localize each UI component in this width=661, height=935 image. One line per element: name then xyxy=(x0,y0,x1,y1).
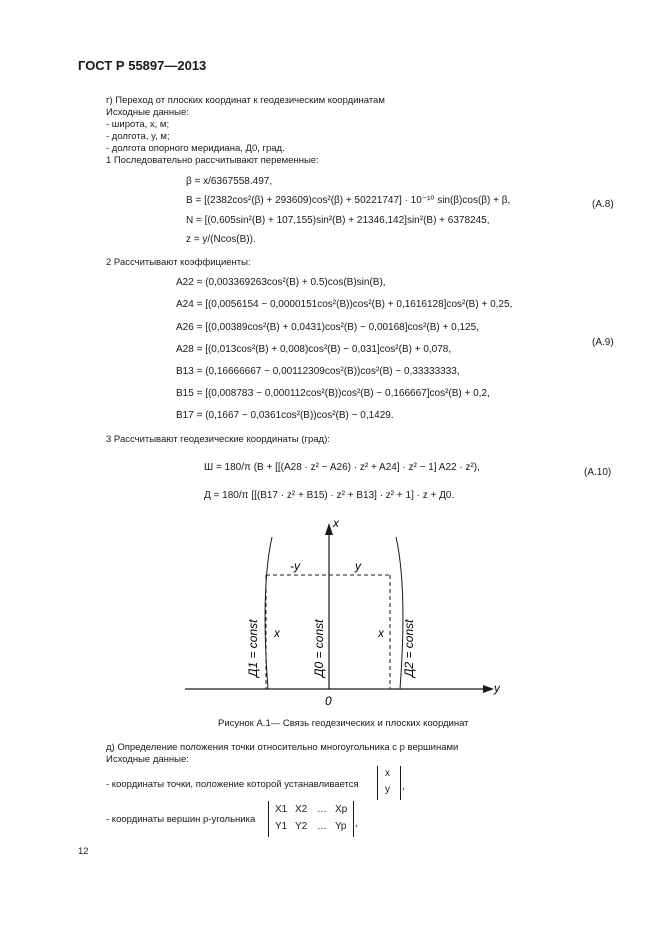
meridian-d1-label: Д1 = const xyxy=(246,619,260,677)
pos-y-label: y xyxy=(355,559,361,573)
neg-y-label: -y xyxy=(290,559,300,573)
eq-a28: A28 = [(0,013cos²(B) + 0,008)cos²(B) − 0,031]cos²(B) + 0,078, xyxy=(176,344,452,355)
meridian-d2-label: Д2 = const xyxy=(402,619,416,677)
eq-label-a10: (А.10) xyxy=(584,467,612,478)
matrix-cell: Y1 xyxy=(275,821,288,832)
x-axis-label: x xyxy=(333,516,339,530)
point-vector xyxy=(377,766,401,800)
x-left-label: x xyxy=(274,626,280,640)
page-number: 12 xyxy=(78,846,89,857)
eq-b: B = [(2382cos²(β) + 293609)cos²(β) + 50221747] · 10⁻¹⁰ sin(β)cos(β) + β, xyxy=(186,195,511,206)
input-longitude-text: - долгота, y, м; xyxy=(106,131,170,142)
y-axis-arrow xyxy=(483,685,494,693)
section-d-input-label: Исходные данные: xyxy=(106,754,189,765)
eq-b17: B17 = (0,1667 − 0,0361cos²(B))cos²(B) − 0,1429. xyxy=(176,410,394,421)
matrix-cell: X2 xyxy=(295,804,308,815)
eq-sh: Ш = 180/π (B + [[(A28 · z² − A26) · z² + A24] · z² − 1] A22 · z²), xyxy=(204,462,480,473)
eq-beta: β = x/6367558.497, xyxy=(186,176,273,187)
document-header: ГОСТ Р 55897—2013 xyxy=(78,58,207,73)
y-axis-label: y xyxy=(494,681,500,695)
eq-n: N = [(0,605sin²(B) + 107,155)sin²(B) + 21346,142]sin²(B) + 6378245, xyxy=(186,215,490,226)
matrix-cell: … xyxy=(317,821,327,832)
eq-a22: A22 = (0,003369263cos²(B) + 0.5)cos(B)sin(B), xyxy=(176,277,386,288)
point-vector-y: y xyxy=(385,784,390,795)
point-vector-comma: , xyxy=(402,781,405,792)
eq-z: z = y/(Ncos(B)). xyxy=(186,234,256,245)
point-coords-text: - координаты точки, положение которой устанавливается xyxy=(106,779,359,790)
x-right-label: x xyxy=(378,626,384,640)
matrix-cell: … xyxy=(317,804,327,815)
polygon-matrix xyxy=(268,801,354,837)
eq-label-a8: (А.8) xyxy=(592,199,614,210)
point-vector-x: x xyxy=(385,768,390,779)
eq-a24: A24 = [(0,0056154 − 0,0000151cos²(B))cos²(B) + 0,1616128]cos²(B) + 0,25, xyxy=(176,299,513,310)
section-d-title: д) Определение положения точки относительно многоугольника с p вершинами xyxy=(106,742,459,753)
input-longitude xyxy=(106,131,170,143)
step-1-text: 1 Последовательно рассчитывают переменные: xyxy=(106,155,319,166)
polygon-coords-text: - координаты вершин p-угольника xyxy=(106,814,256,825)
meridian-d0-label: Д0 = const xyxy=(312,619,326,677)
eq-a26: A26 = [(0,00389cos²(B) + 0,0431)cos²(B) − 0,00168]cos²(B) + 0,125, xyxy=(176,322,479,333)
input-meridian-text: - долгота опорного меридиана, Д0, град. xyxy=(106,143,285,154)
step-3-text: 3 Рассчитывают геодезические координаты (град): xyxy=(106,434,330,445)
eq-b15: B15 = [(0,00878З − 0,000112cos²(B))cos²(B) − 0,166667]cos²(B) + 0,2, xyxy=(176,388,490,399)
polygon-matrix-comma: , xyxy=(355,818,358,829)
input-latitude-text: - широта, x, м; xyxy=(106,119,170,130)
matrix-cell: Y2 xyxy=(295,821,308,832)
figure-caption: Рисунок А.1— Связь геодезических и плоских координат xyxy=(218,718,469,729)
matrix-cell: X1 xyxy=(275,804,288,815)
matrix-cell: Yp xyxy=(335,821,347,832)
input-latitude xyxy=(106,119,169,131)
x-axis-arrow xyxy=(325,523,333,535)
step-2-text: 2 Рассчитывают коэффициенты: xyxy=(106,257,251,268)
eq-d: Д = 180/π [[(B17 · z² + B15) · z² + B13] · z² + 1] · z + Д0. xyxy=(204,490,455,501)
eq-b13: B13 = (0,16666667 − 0,00112309cos²(B))cos²(B) − 0,33333333, xyxy=(176,366,460,377)
input-meridian xyxy=(106,143,285,155)
matrix-cell: Xp xyxy=(335,804,348,815)
figure-geodetic-plane xyxy=(170,515,500,715)
section-g-input-label: Исходные данные: xyxy=(106,107,189,118)
eq-label-a9: (А.9) xyxy=(592,337,614,348)
section-g-title: г) Переход от плоских координат к геодезическим координатам xyxy=(106,95,385,106)
origin-label: 0 xyxy=(325,694,332,708)
